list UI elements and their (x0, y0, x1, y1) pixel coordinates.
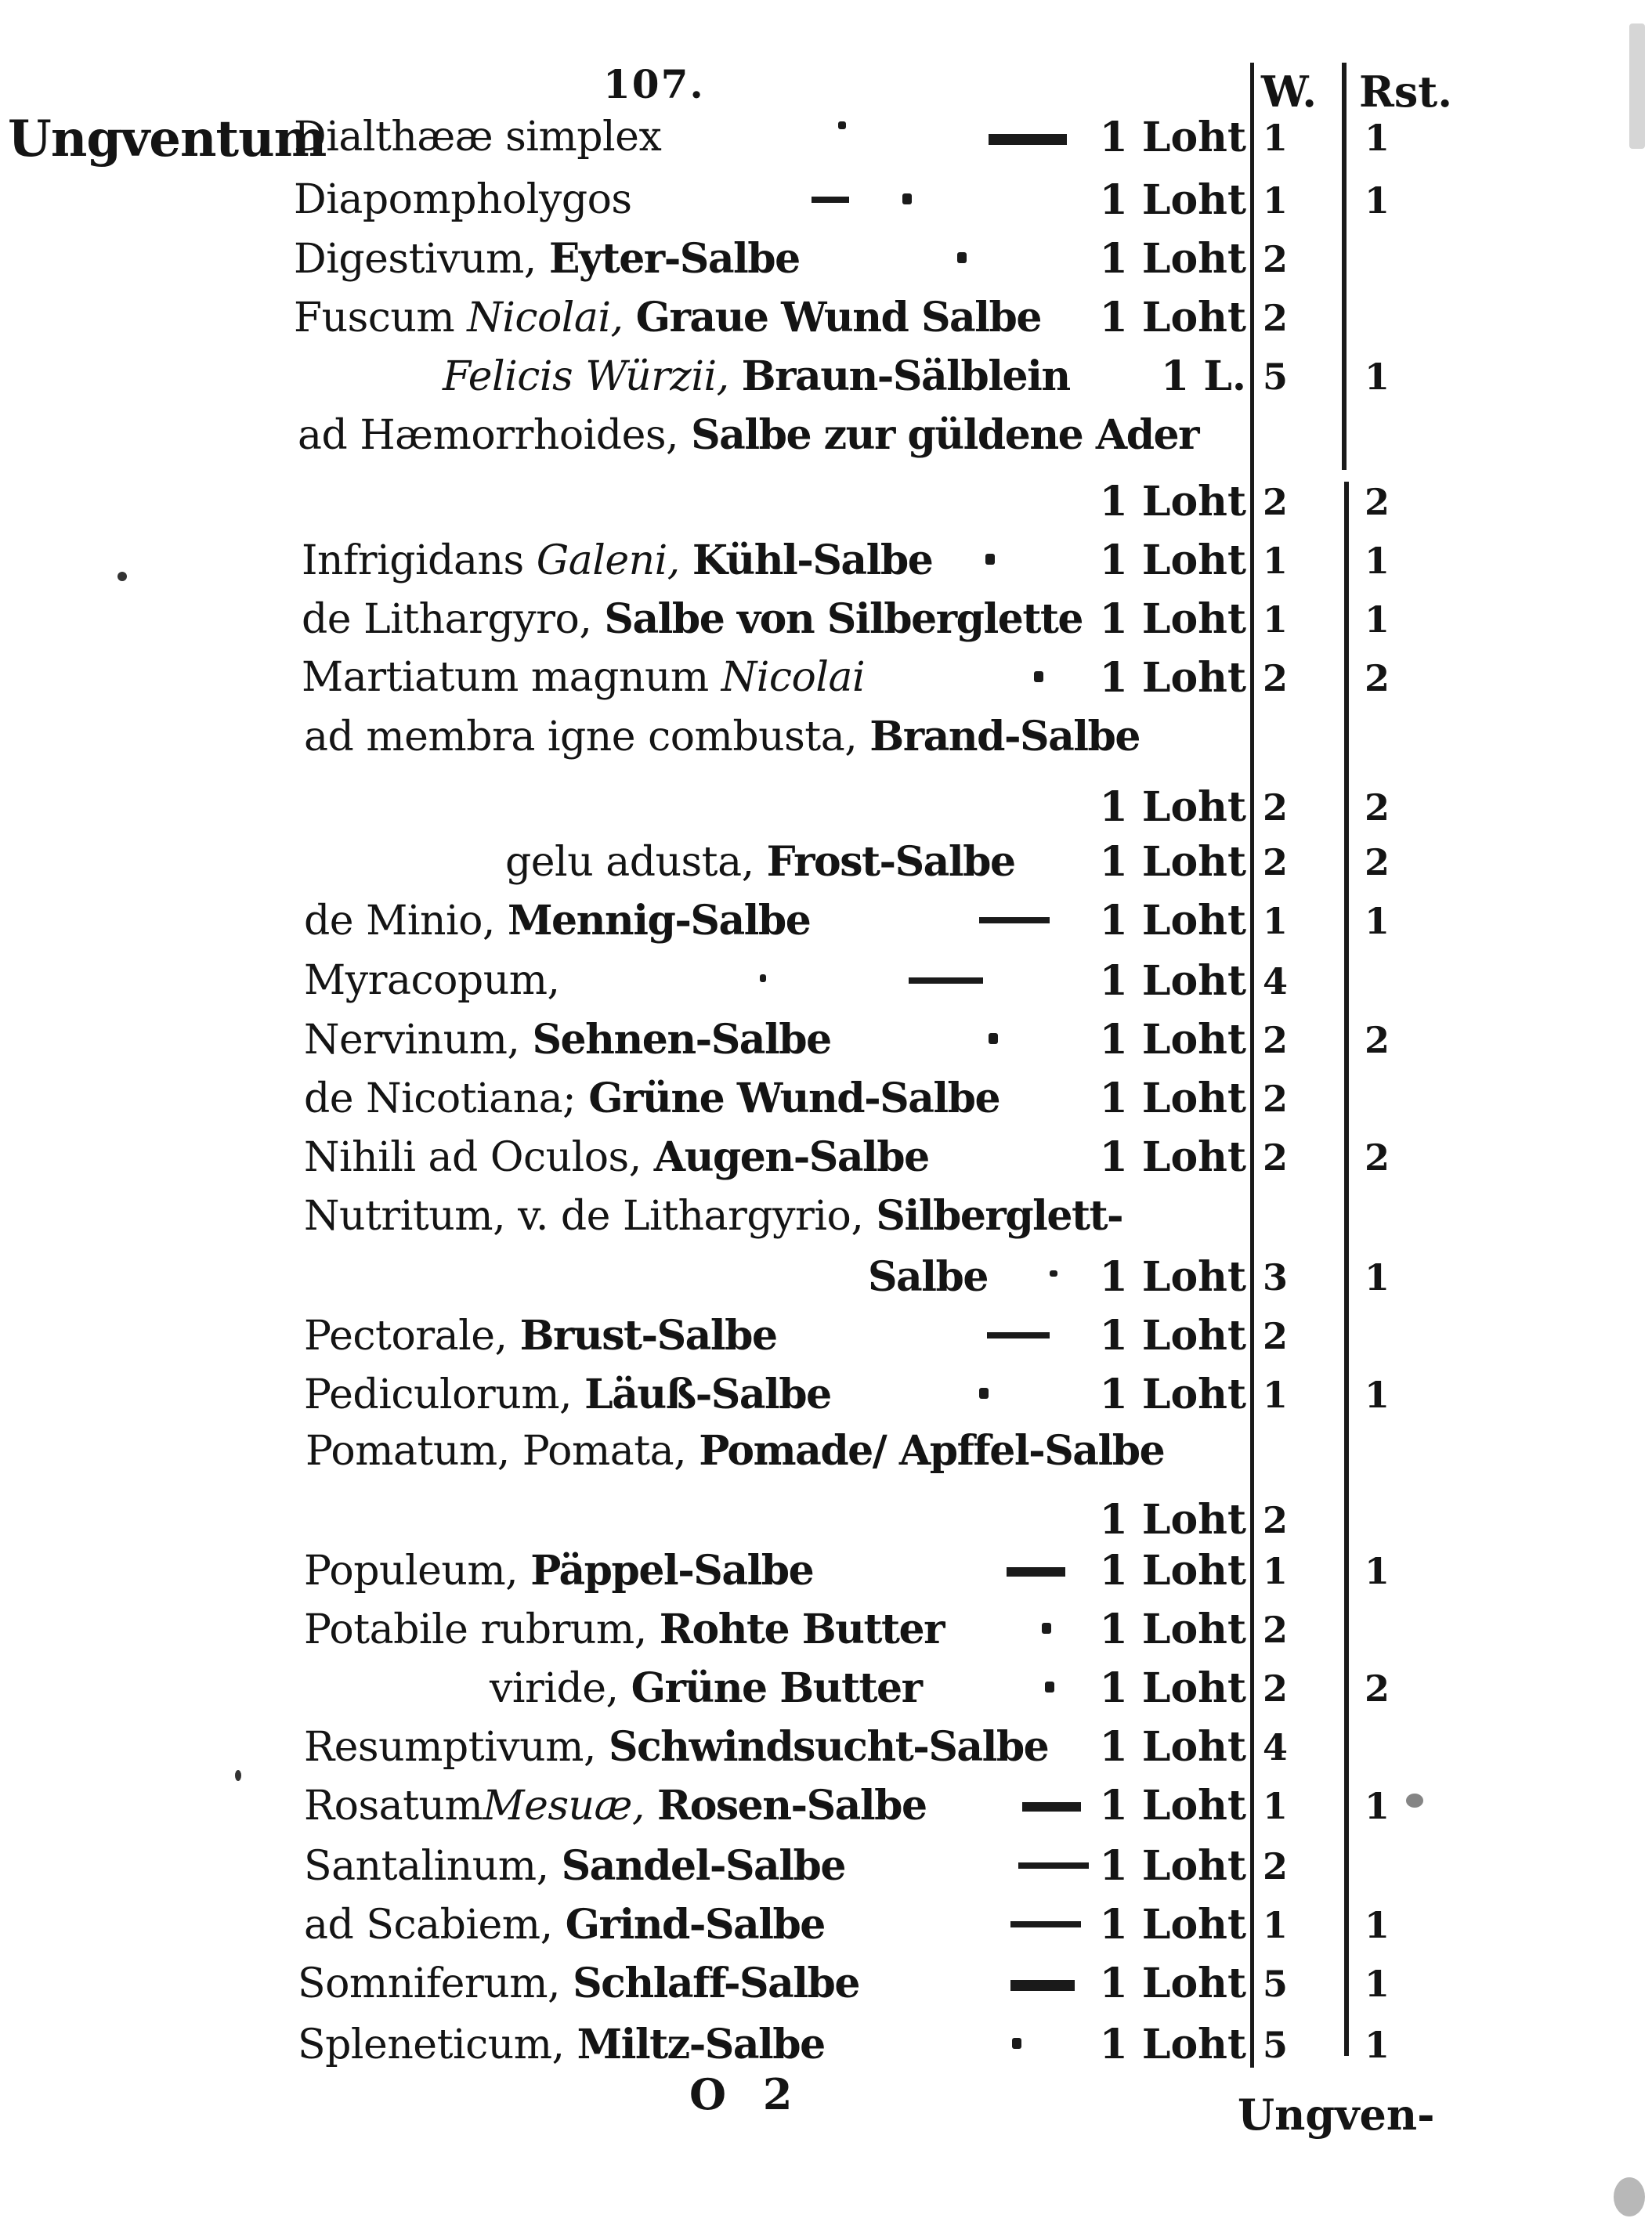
entry-quantity: 1 Loht (1099, 478, 1246, 526)
entry-rst: 2 (1365, 481, 1390, 523)
page-number: 107. (603, 61, 705, 107)
separator-dash (812, 197, 849, 203)
separator-dot (1050, 1270, 1057, 1277)
table-row (0, 1960, 1652, 2007)
entry-quantity: 1 Loht (1099, 1547, 1246, 1595)
entry-w: 2 (1263, 1136, 1289, 1179)
entry-rst: 2 (1365, 1136, 1390, 1179)
entry-rst: 1 (1365, 356, 1390, 398)
entry-quantity: 1 Loht (1099, 1496, 1246, 1544)
entry-name: Dialthææ simplex (294, 114, 662, 161)
ink-speck (117, 572, 127, 581)
entry-name: Potabile rubrum, Rohte Butter (304, 1606, 944, 1653)
table-row (0, 1664, 1652, 1711)
entry-rst: 1 (1365, 117, 1390, 159)
entry-w: 1 (1263, 179, 1289, 222)
separator-dash (1010, 1921, 1081, 1927)
entry-w: 5 (1263, 1963, 1289, 2005)
entry-w: 2 (1263, 1078, 1289, 1120)
entry-w: 1 (1263, 1904, 1289, 1946)
table-row (0, 713, 1652, 760)
entry-quantity: 1 Loht (1099, 838, 1246, 886)
entry-quantity: 1 Loht (1099, 1016, 1246, 1064)
table-row (0, 1075, 1652, 1122)
table-row (0, 1842, 1652, 1889)
entry-rst: 1 (1365, 1550, 1390, 1592)
entry-name: Myracopum, (304, 957, 560, 1004)
table-row (0, 897, 1652, 944)
entry-name: Nervinum, Sehnen-Salbe (304, 1016, 831, 1064)
entry-w: 2 (1263, 481, 1289, 523)
entry-w: 5 (1263, 356, 1289, 398)
entry-quantity: 1 Loht (1099, 235, 1246, 283)
entry-name: ad membra igne combusta, Brand-Salbe (304, 713, 1140, 760)
entry-quantity: 1 Loht (1099, 2021, 1246, 2068)
table-row (0, 1901, 1652, 1948)
table-row (0, 1723, 1652, 1770)
entry-name: ad Scabiem, Grind-Salbe (304, 1901, 825, 1949)
entry-w: 2 (1263, 786, 1289, 829)
table-row (0, 478, 1652, 525)
table-row (0, 2021, 1652, 2068)
entry-rst: 2 (1365, 1019, 1390, 1061)
separator-dash (1022, 1802, 1081, 1812)
table-row (0, 1427, 1652, 1474)
entry-rst: 2 (1365, 657, 1390, 699)
entry-rst: 2 (1365, 1667, 1390, 1710)
entry-w: 2 (1263, 1499, 1289, 1541)
entry-w: 1 (1263, 1785, 1289, 1827)
ink-speck (1406, 1794, 1423, 1808)
entry-w: 1 (1263, 1374, 1289, 1416)
entry-name: Salbe (868, 1253, 988, 1301)
entry-quantity: 1 Loht (1099, 1253, 1246, 1301)
entry-rst: 2 (1365, 841, 1390, 883)
entry-name: Nutritum, v. de Lithargyrio, Silberglett- (304, 1192, 1123, 1240)
entry-quantity: 1 Loht (1099, 595, 1246, 643)
table-row (0, 1133, 1652, 1180)
entry-w: 1 (1263, 117, 1289, 159)
table-row (0, 1371, 1652, 1418)
entry-quantity: 1 Loht (1099, 1901, 1246, 1949)
separator-dot (902, 193, 912, 204)
table-row (0, 235, 1652, 282)
entry-rst: 2 (1365, 786, 1390, 829)
entry-rst: 1 (1365, 179, 1390, 222)
separator-dot (1034, 671, 1043, 682)
entry-quantity: 1 Loht (1099, 114, 1246, 161)
entry-w: 4 (1263, 960, 1289, 1003)
catchword: Ungven- (1238, 2090, 1435, 2140)
table-row (0, 1192, 1652, 1239)
ink-speck (1614, 2177, 1645, 2216)
separator-dot (838, 121, 846, 129)
separator-dot (1012, 2038, 1021, 2049)
separator-dot (957, 252, 967, 263)
table-row (0, 783, 1652, 830)
entry-name: de Nicotiana; Grüne Wund-Salbe (304, 1075, 1000, 1122)
table-row (0, 1312, 1652, 1359)
entry-quantity: 1 Loht (1099, 536, 1246, 584)
entry-name: Somniferum, Schlaff-Salbe (298, 1960, 859, 2007)
entry-quantity: 1 Loht (1099, 783, 1246, 831)
entry-w: 1 (1263, 1550, 1289, 1592)
entry-name: de Minio, Mennig-Salbe (304, 897, 811, 945)
column-header-rst: Rst. (1359, 67, 1453, 117)
entry-rst: 1 (1365, 598, 1390, 641)
entry-rst: 1 (1365, 1256, 1390, 1299)
entry-w: 1 (1263, 598, 1289, 641)
entry-w: 1 (1263, 900, 1289, 942)
table-row (0, 838, 1652, 885)
entry-w: 2 (1263, 1315, 1289, 1357)
entry-w: 2 (1263, 297, 1289, 339)
entry-quantity: 1 Loht (1099, 654, 1246, 702)
table-row (0, 1253, 1652, 1300)
separator-dash (979, 917, 1050, 923)
entry-quantity: 1 Loht (1099, 1606, 1246, 1653)
entry-quantity: 1 Loht (1099, 1133, 1246, 1181)
lead-word: Ungventum (8, 110, 327, 168)
separator-dash (909, 977, 983, 984)
entry-quantity: 1 Loht (1099, 294, 1246, 341)
entry-quantity: 1 Loht (1099, 1664, 1246, 1712)
entry-name: Pectorale, Brust-Salbe (304, 1312, 777, 1360)
entry-rst: 1 (1365, 1374, 1390, 1416)
entry-w: 1 (1263, 540, 1289, 582)
entry-name: de Lithargyro, Salbe von Silberglette (302, 595, 1083, 643)
entry-w: 2 (1263, 1019, 1289, 1061)
entry-quantity: 1 Loht (1099, 1371, 1246, 1418)
entry-name: Fuscum Nicolai, Graue Wund Salbe (294, 294, 1041, 341)
page-edge-shadow (1629, 23, 1645, 149)
entry-name: Infrigidans Galeni, Kühl-Salbe (302, 536, 933, 584)
entry-w: 2 (1263, 1609, 1289, 1651)
entry-w: 4 (1263, 1726, 1289, 1768)
separator-dot (760, 974, 766, 982)
entry-name: RosatumMesuæ, Rosen-Salbe (304, 1782, 927, 1830)
entry-name: gelu adusta, Frost-Salbe (505, 838, 1015, 886)
entry-name: Digestivum, Eyter-Salbe (294, 235, 800, 283)
entry-name: Spleneticum, Miltz-Salbe (298, 2021, 825, 2068)
separator-dot (1042, 1623, 1051, 1634)
entry-name: viride, Grüne Butter (490, 1664, 922, 1712)
entry-w: 3 (1263, 1256, 1289, 1299)
separator-dot (989, 1033, 998, 1044)
entry-quantity: 1 Loht (1099, 957, 1246, 1005)
separator-dot (979, 1388, 989, 1399)
entry-quantity: 1 Loht (1099, 1075, 1246, 1122)
entry-w: 2 (1263, 841, 1289, 883)
entry-w: 2 (1263, 1667, 1289, 1710)
entry-quantity: 1 L. (1161, 352, 1246, 400)
separator-dash (1010, 1980, 1075, 1991)
entry-name: Pomatum, Pomata, Pomade/ Apffel-Salbe (305, 1427, 1165, 1475)
separator-dash (1007, 1567, 1065, 1577)
separator-dot (1045, 1682, 1054, 1693)
table-row (0, 957, 1652, 1004)
table-row (0, 352, 1652, 399)
entry-rst: 1 (1365, 1963, 1390, 2005)
entry-name: Resumptivum, Schwindsucht-Salbe (304, 1723, 1049, 1771)
entry-name: Diapompholygos (294, 176, 632, 223)
table-row (0, 536, 1652, 583)
entry-name: Martiatum magnum Nicolai (302, 654, 866, 701)
table-row (0, 654, 1652, 701)
entry-w: 5 (1263, 2024, 1289, 2066)
table-row (0, 1782, 1652, 1829)
entry-quantity: 1 Loht (1099, 1842, 1246, 1890)
table-row (0, 176, 1652, 223)
separator-dash (1018, 1862, 1089, 1869)
table-row (0, 1016, 1652, 1063)
entry-rst: 1 (1365, 540, 1390, 582)
ink-speck (235, 1770, 241, 1781)
entry-w: 2 (1263, 657, 1289, 699)
entry-quantity: 1 Loht (1099, 1782, 1246, 1830)
separator-dot (985, 554, 995, 565)
table-row (0, 1547, 1652, 1594)
entry-quantity: 1 Loht (1099, 897, 1246, 945)
table-row (0, 411, 1652, 458)
table-row (0, 1496, 1652, 1543)
entry-name: Pediculorum, Läuß-Salbe (304, 1371, 831, 1418)
column-header-w: W. (1261, 67, 1318, 117)
table-row (0, 1606, 1652, 1653)
entry-rst: 1 (1365, 2024, 1390, 2066)
signature-mark: O 2 (689, 2069, 804, 2119)
entry-name: Santalinum, Sandel-Salbe (304, 1842, 845, 1890)
entry-name: ad Hæmorrhoides, Salbe zur güldene Ader (298, 411, 1199, 459)
entry-quantity: 1 Loht (1099, 1312, 1246, 1360)
table-row (0, 595, 1652, 642)
entry-w: 2 (1263, 1845, 1289, 1888)
entry-rst: 1 (1365, 900, 1390, 942)
entry-name: Nihili ad Oculos, Augen-Salbe (304, 1133, 929, 1181)
table-row (0, 294, 1652, 341)
entry-name: Populeum, Päppel-Salbe (304, 1547, 814, 1595)
entry-rst: 1 (1365, 1785, 1390, 1827)
table-row (0, 114, 1652, 161)
separator-dash (989, 134, 1067, 145)
entry-w: 2 (1263, 238, 1289, 280)
separator-dash (987, 1332, 1050, 1338)
entry-quantity: 1 Loht (1099, 1723, 1246, 1771)
entry-quantity: 1 Loht (1099, 1960, 1246, 2007)
entry-name: Felicis Würzii, Braun-Sälblein (443, 352, 1070, 400)
entry-quantity: 1 Loht (1099, 176, 1246, 224)
entry-rst: 1 (1365, 1904, 1390, 1946)
